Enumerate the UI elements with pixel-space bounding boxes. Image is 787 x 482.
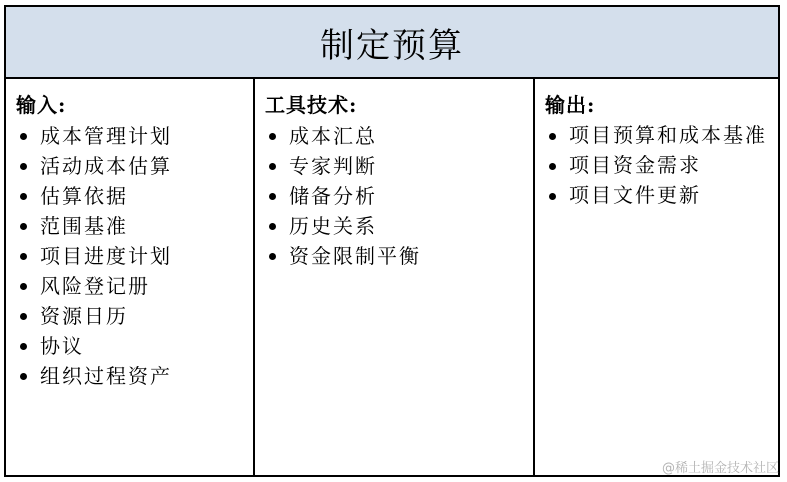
inputs-heading: 输入: — [16, 93, 67, 117]
tools-heading: 工具技术: — [265, 93, 358, 117]
bullet-icon — [269, 193, 276, 200]
watermark: @稀土掘金技术社区 — [661, 461, 779, 476]
list-item: 成本汇总 — [265, 121, 525, 151]
bullet-icon — [269, 163, 276, 170]
list-item: 项目预算和成本基准 — [545, 121, 770, 149]
bullet-icon — [20, 373, 27, 380]
diagram-title: 制定预算 — [320, 25, 464, 66]
outputs-heading: 输出: — [545, 93, 596, 117]
bullet-icon — [549, 193, 556, 200]
bullet-icon — [269, 223, 276, 230]
bullet-icon — [20, 133, 27, 140]
outputs-list — [545, 121, 770, 209]
list-item: 专家判断 — [265, 151, 525, 181]
tools-column — [255, 79, 535, 475]
list-item: 项目资金需求 — [545, 151, 770, 179]
list-item: 历史关系 — [265, 211, 525, 241]
bullet-icon — [549, 163, 556, 170]
bullet-icon — [20, 313, 27, 320]
list-item: 储备分析 — [265, 181, 525, 211]
list-item: 资金限制平衡 — [265, 241, 525, 271]
list-item: 风险登记册 — [16, 271, 245, 301]
list-item: 活动成本估算 — [16, 151, 245, 181]
list-item: 项目进度计划 — [16, 241, 245, 271]
bullet-icon — [20, 163, 27, 170]
list-item: 项目文件更新 — [545, 181, 770, 209]
inputs-column — [6, 79, 255, 475]
list-item: 资源日历 — [16, 301, 245, 331]
bullet-icon — [20, 283, 27, 290]
list-item: 范围基准 — [16, 211, 245, 241]
bullet-icon — [269, 253, 276, 260]
list-item: 估算依据 — [16, 181, 245, 211]
inputs-list — [16, 121, 245, 391]
title-bar — [6, 7, 778, 79]
process-table — [4, 5, 780, 477]
bullet-icon — [549, 133, 556, 140]
list-item: 协议 — [16, 331, 245, 361]
bullet-icon — [20, 253, 27, 260]
outputs-column — [535, 79, 778, 475]
bullet-icon — [269, 133, 276, 140]
bullet-icon — [20, 193, 27, 200]
bullet-icon — [20, 223, 27, 230]
bullet-icon — [20, 343, 27, 350]
list-item: 组织过程资产 — [16, 361, 245, 391]
list-item: 成本管理计划 — [16, 121, 245, 151]
tools-list — [265, 121, 525, 271]
